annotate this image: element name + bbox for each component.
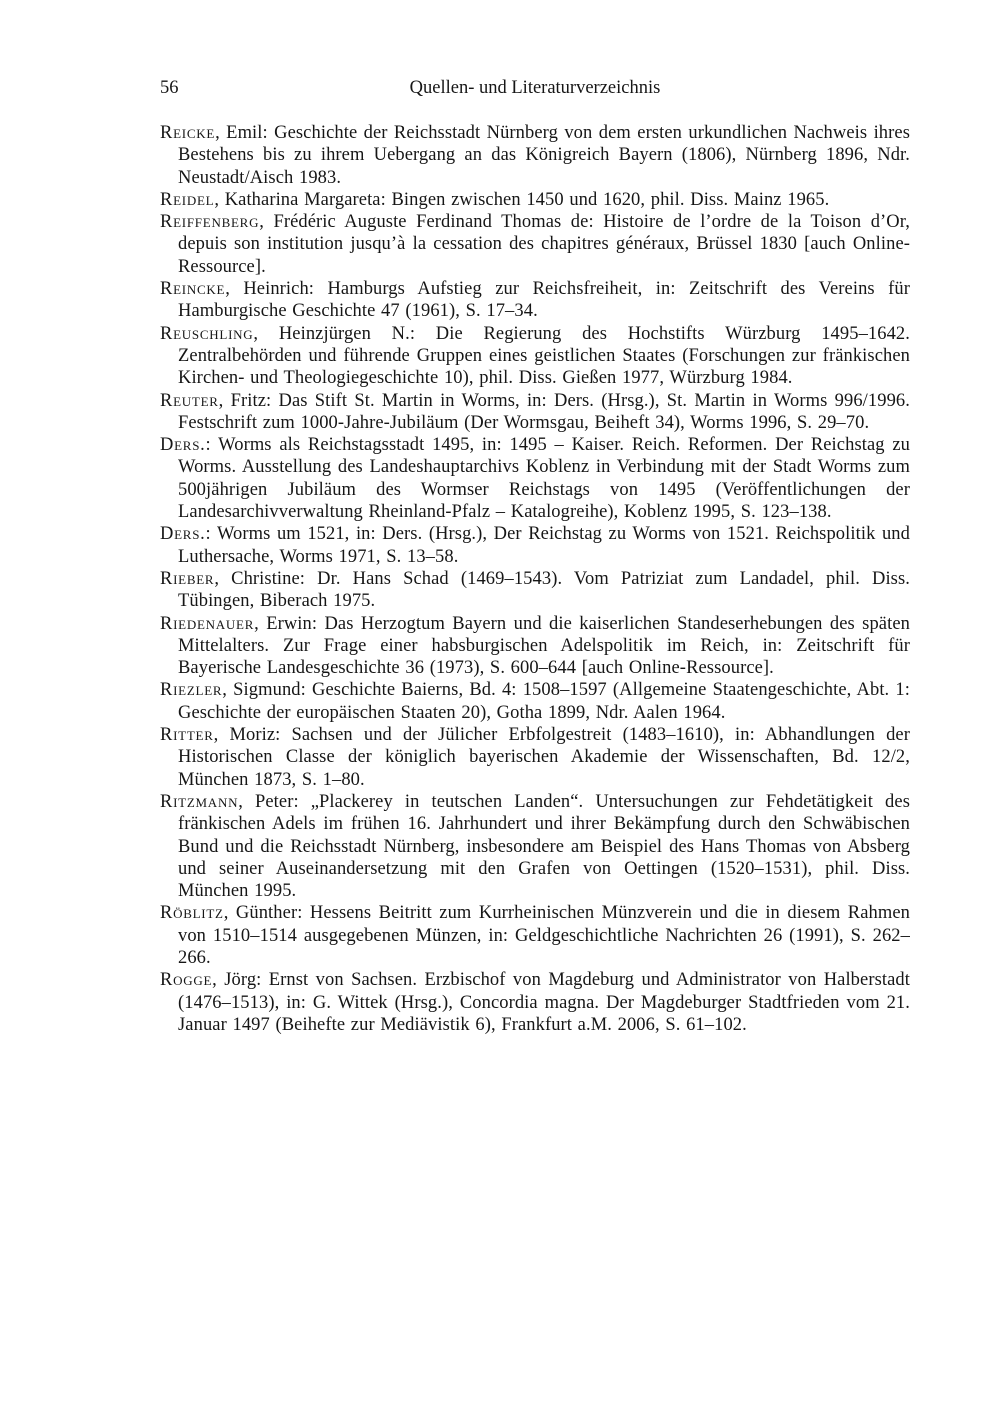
bibliography-list — [160, 122, 910, 1036]
entry-text: , Sigmund: Geschichte Baierns, Bd. 4: 1508–1597 (Allgemeine Staatengeschichte, Abt. 1: Geschichte der europäischen Staaten 20), Gotha 1899, Ndr. Aalen 1964. — [178, 680, 910, 723]
entry-author: Reicke — [160, 123, 216, 143]
entry-text: , Moriz: Sachsen und der Jülicher Erbfolgestreit (1483–1610), in: Abhandlungen der Historischen Classe der königlich bayerischen Akademie der Wissenschaften, Bd. 12/2, München 1873, S. 1–80. — [178, 725, 910, 790]
bibliography-entry — [160, 902, 910, 969]
bibliography-entry — [160, 323, 910, 390]
entry-author: Ders. — [160, 435, 206, 456]
entry-text: , Fritz: Das Stift St. Martin in Worms, in: Ders. (Hrsg.), St. Martin in Worms 996/1996. Festschrift zum 1000-Jahre-Jubiläum (Der Wormsgau, Beiheft 34), Worms 1996, S. 29–70. — [178, 390, 910, 433]
entry-author: Reuter — [160, 390, 219, 411]
entry-author: Reuschling — [160, 323, 254, 344]
entry-author: Riedenauer — [160, 613, 255, 634]
bibliography-entry — [160, 189, 910, 211]
entry-text: , Frédéric Auguste Ferdinand Thomas de: Histoire de l’ordre de la Toison d’Or, depuis son institution jusqu’à la cessation des chapitres généraux, Brüssel 1830 [auch Online-Ressource]. — [178, 212, 910, 277]
entry-author: Riezler — [160, 680, 223, 701]
entry-text: , Günther: Hessens Beitritt zum Kurrheinischen Münzverein und die in diesem Rahmen von 1510–1514 ausgegebenen Münzen, in: Geldgeschichtliche Nachrichten 26 (1991), S. 262–266. — [178, 903, 910, 968]
bibliography-entry — [160, 523, 910, 568]
entry-text: , Katharina Margareta: Bingen zwischen 1450 und 1620, phil. Diss. Mainz 1965. — [214, 189, 830, 210]
bibliography-entry — [160, 679, 910, 724]
bibliography-entry — [160, 724, 910, 791]
entry-text: , Jörg: Ernst von Sachsen. Erzbischof von Magdeburg und Administrator von Halberstadt (1476–1513), in: G. Wittek (Hrsg.), Concordia magna. Der Magdeburger Stadtfrieden vom 21. Januar 1497 (Beihefte zur Mediävistik 6), Frankfurt a.M. 2006, S. 61–102. — [178, 970, 910, 1035]
entry-text: : Worms als Reichstagsstadt 1495, in: 1495 – Kaiser. Reich. Reformen. Der Reichstag zu Worms. Ausstellung des Landeshauptarchivs Koblenz in Verbindung mit der Stadt Worms zum 500jährigen Jubiläum des Wormser Reichstags von 1495 (Veröffentlichungen der Landesarchivverwaltung Rheinland-Pfalz – Katalogreihe), Koblenz 1995, S. 123–138. — [178, 435, 910, 523]
bibliography-entry — [160, 969, 910, 1036]
entry-author: Reincke — [160, 279, 226, 300]
entry-text: , Christine: Dr. Hans Schad (1469–1543). Vom Patriziat zum Landadel, phil. Diss. Tübingen, Biberach 1975. — [178, 568, 910, 612]
entry-author: Reiffenberg — [160, 212, 260, 233]
running-title: Quellen- und Literaturverzeichnis — [409, 78, 661, 98]
bibliography-entry — [160, 390, 910, 435]
entry-author: Rieber — [160, 568, 215, 589]
entry-author: Ders. — [160, 524, 206, 545]
entry-author: Röblitz — [160, 903, 224, 924]
entry-text: : Worms um 1521, in: Ders. (Hrsg.), Der Reichstag zu Worms von 1521. Reichspolitik und Luthersache, Worms 1971, S. 13–58. — [178, 524, 910, 567]
entry-text: , Peter: „Plackerey in teutschen Landen“. Untersuchungen zur Fehdetätigkeit des fränkischen Adels im frühen 16. Jahrhundert und ihrer Bekämpfung durch den Schwäbischen Bund und die Reichsstadt Nürnberg, insbesondere am Beispiel des Hans Thomas von Absberg und seiner Auseinandersetzung mit den Grafen von Oettingen (1520–1531), phil. Diss. München 1995. — [178, 791, 910, 902]
entry-author: Rogge — [160, 970, 213, 991]
entry-author: Ritter — [160, 725, 214, 746]
bibliography-entry — [160, 434, 910, 523]
entry-text: , Emil: Geschichte der Reichsstadt Nürnberg von dem ersten urkundlichen Nachweis ihres Bestehens bis zu ihrem Uebergang an das Königreich Bayern (1806), Nürnberg 1896, Ndr. Neustadt/Aisch 1983. — [178, 123, 910, 188]
bibliography-entry — [160, 568, 910, 613]
bibliography-entry — [160, 791, 910, 902]
entry-author: Reidel — [160, 189, 215, 210]
page-header — [160, 76, 910, 100]
bibliography-entry — [160, 122, 910, 189]
bibliography-entry — [160, 278, 910, 323]
bibliography-entry — [160, 211, 910, 278]
page-number: 56 — [160, 78, 179, 98]
entry-text: , Heinrich: Hamburgs Aufstieg zur Reichsfreiheit, in: Zeitschrift des Vereins für Hamburgische Geschichte 47 (1961), S. 17–34. — [178, 279, 910, 322]
entry-text: , Heinzjürgen N.: Die Regierung des Hochstifts Würzburg 1495–1642. Zentralbehörden und führende Gruppen eines geistlichen Staates (Forschungen zur fränkischen Kirchen- und Theologiegeschichte 10), phil. Diss. Gießen 1977, Würzburg 1984. — [178, 323, 910, 389]
entry-author: Ritzmann — [160, 791, 239, 812]
entry-text: , Erwin: Das Herzogtum Bayern und die kaiserlichen Standeserhebungen des späten Mittelalters. Zur Frage einer habsburgischen Adelspolitik im Reich, in: Zeitschrift für Bayerische Landesgeschichte 36 (1973), S. 600–644 [auch Online-Ressource]. — [178, 613, 910, 679]
bibliography-entry — [160, 613, 910, 680]
